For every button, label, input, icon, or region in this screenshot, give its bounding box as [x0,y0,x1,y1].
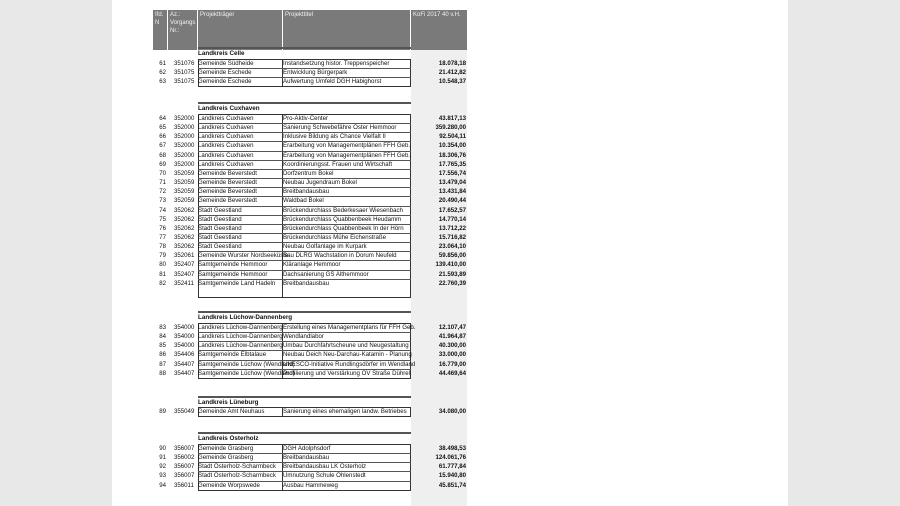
table-row [153,369,469,378]
vorgang-nr: 356007 [174,445,195,452]
row-number: 91 [159,454,166,462]
row-number: 76 [159,224,166,232]
table-row [153,215,469,224]
row-number: 75 [159,215,166,223]
projekttraeger: Samtgemeinde Land Hadeln [198,279,276,287]
projekttitel: Neubau Deich Neu-Darchau-Katamin - Planung [283,351,412,359]
table-row [153,462,469,471]
vorgang-nr: 352062 [174,206,195,214]
vorgang-nr: 354407 [174,369,195,377]
kofi-amount: 20.490,44 [438,197,466,205]
kofi-amount: 12.107,47 [438,324,466,331]
projekttraeger: Gemeinde Grasberg [198,445,254,452]
kofi-amount: 13.479,04 [438,179,466,187]
row-number: 63 [159,78,166,86]
row-number: 68 [159,151,166,159]
vorgang-nr: 356007 [174,472,195,480]
row-number: 71 [159,179,166,187]
row-number: 65 [159,124,166,132]
projekttitel: Aufwertung Umfeld DGH Habighorst [283,78,382,86]
row-number: 69 [159,160,166,168]
projekttitel: Breitbandausbau [283,454,330,462]
projekttraeger: Samtgemeinde Lüchow (Wendland) [198,369,295,377]
table-row [153,132,469,141]
header-traeger: Projektträger [198,10,282,50]
projekttitel: Breitbandausbau [283,188,330,196]
projekttraeger: Landkreis Cuxhaven [198,142,254,150]
projekttitel: Neubau Jugendraum Bokel [283,179,357,187]
row-number: 67 [159,142,166,150]
table-row [153,360,469,369]
table-row [153,332,469,341]
kofi-amount: 41.964,87 [438,333,466,341]
projekttraeger: Landkreis Lüchow-Dannenberg [198,324,283,331]
projekttraeger: Gemeinde Amt Neuhaus [198,408,265,415]
projekttraeger: Gemeinde Beverstedt [198,188,257,196]
section-title: Landkreis Osterholz [198,435,259,442]
vorgang-nr: 356007 [174,463,195,471]
vorgang-nr: 354406 [174,351,195,359]
vorgang-nr: 352062 [174,243,195,251]
table-row [153,453,469,462]
row-number: 89 [159,408,166,415]
vorgang-nr: 352000 [174,160,195,168]
row-number: 62 [159,69,166,77]
table-row [153,350,469,359]
row-number: 85 [159,342,166,350]
kofi-amount: 10.354,00 [438,142,466,150]
projekttraeger: Samtgemeinde Lüchow (Wendland) [198,360,295,368]
row-number: 82 [159,279,166,287]
projekttraeger: Gemeinde Südheide [198,60,254,67]
projekttitel: Instandsetzung histor. Treppenspeicher [283,60,390,67]
vorgang-nr: 352062 [174,215,195,223]
kofi-amount: 14.770,14 [438,215,466,223]
document-page [112,0,788,506]
projekttitel: Waldbad Bokel [283,197,324,205]
projekttitel: Ausbau Hammeweg [283,481,338,489]
section-title: Landkreis Celle [198,50,245,57]
projekttraeger: Samtgemeinde Hemmoor [198,261,268,269]
row-number: 73 [159,197,166,205]
row-number: 92 [159,463,166,471]
projekttraeger: Stadt Geestland [198,243,242,251]
kofi-amount: 45.851,74 [438,481,466,489]
table-row [153,260,469,269]
vorgang-nr: 351075 [174,78,195,86]
row-number: 72 [159,188,166,196]
projekttitel: Kläranlage Hemmoor [283,261,341,269]
kofi-amount: 16.779,00 [438,360,466,368]
vorgang-nr: 352059 [174,197,195,205]
vorgang-nr: 352059 [174,188,195,196]
vorgang-nr: 352059 [174,179,195,187]
kofi-amount: 59.856,00 [438,252,466,260]
projekttitel: Umnutzung Schule Ohlenstedt [283,472,366,480]
projekttraeger: Landkreis Cuxhaven [198,124,254,132]
projekttitel: Erarbeitung von Managementplänen FFH Geb. [283,142,411,150]
projekttitel: Dachsanierung GS Althemmoor [283,270,369,278]
projekttraeger: Stadt Geestland [198,224,242,232]
vorgang-nr: 352000 [174,133,195,141]
table-row [153,242,469,251]
kofi-amount: 21.412,82 [438,69,466,77]
vorgang-nr: 351075 [174,69,195,77]
projekttitel: DGH Adolphsdorf [283,445,331,452]
projekttitel: Pro-Aktiv-Center [283,115,329,122]
kofi-amount: 17.765,35 [438,160,466,168]
table-row [153,341,469,350]
vorgang-nr: 354407 [174,360,195,368]
vorgang-nr: 352407 [174,261,195,269]
projekttitel: Brückendurchlass Quabbenbeek In der Hörn [283,224,404,232]
kofi-amount: 13.431,84 [438,188,466,196]
projekttraeger: Stadt Osterholz-Scharmbeck [198,463,276,471]
vorgang-nr: 352000 [174,115,195,122]
row-number: 70 [159,169,166,177]
table-row [153,68,469,77]
projekttraeger: Landkreis Cuxhaven [198,160,254,168]
projekttraeger: Samtgemeinde Hemmoor [198,270,268,278]
projekttitel: Neubau Golfanlage im Kurpark [283,243,367,251]
vorgang-nr: 354000 [174,333,195,341]
kofi-amount: 33.000,00 [438,351,466,359]
projekttitel: Erarbeitung von Managementplänen FFH Geb. [283,151,411,159]
table-row [153,141,469,150]
table-row [153,481,469,490]
header-az: Az.: Vorgangs Nr.: [168,10,197,50]
table-row [153,471,469,480]
row-number: 79 [159,252,166,260]
section-title: Landkreis Lüchow-Dannenberg [198,314,293,321]
row-number: 77 [159,233,166,241]
kofi-amount: 15.716,82 [438,233,466,241]
table-row [153,251,469,260]
vorgang-nr: 352059 [174,169,195,177]
projekttraeger: Gemeinde Eschede [198,69,252,77]
row-number: 74 [159,206,166,214]
kofi-amount: 92.504,11 [439,133,466,141]
projekttraeger: Landkreis Lüchow-Dannenberg [198,333,283,341]
kofi-amount: 23.064,10 [438,243,466,251]
projekttraeger: Landkreis Cuxhaven [198,151,254,159]
projekttraeger: Gemeinde Beverstedt [198,197,257,205]
table-row [153,114,469,123]
kofi-amount: 21.593,89 [438,270,466,278]
projekttitel: Breitbandausbau [283,279,330,287]
kofi-amount: 22.760,39 [438,279,466,287]
kofi-amount: 61.777,84 [438,463,466,471]
vorgang-nr: 354000 [174,342,195,350]
table-row [153,123,469,132]
table-row [153,444,469,453]
projekttraeger: Gemeinde Beverstedt [198,169,257,177]
table-row [153,187,469,196]
table-row [153,151,469,160]
row-number: 87 [159,360,166,368]
table-row [153,233,469,242]
projekttitel: Erstellung eines Managementplans für FFH Geb. [283,324,416,331]
projekttitel: Brückendurchlass Mühe Eichenstraße [283,233,386,241]
table-row [153,224,469,233]
projekttitel: Breitbandausbau LK Osterholz [283,463,366,471]
kofi-amount: 13.712,22 [438,224,466,232]
kofi-amount: 18.306,76 [438,151,466,159]
vorgang-nr: 356011 [174,481,194,489]
vorgang-nr: 355049 [174,408,195,415]
table-row [153,169,469,178]
row-number: 88 [159,369,166,377]
projekttraeger: Stadt Geestland [198,206,242,214]
projekttraeger: Landkreis Lüchow-Dannenberg [198,342,283,350]
projekttraeger: Gemeinde Worpswede [198,481,260,489]
projekttraeger: Stadt Osterholz-Scharmbeck [198,472,276,480]
row-number: 83 [159,324,166,331]
section-title: Landkreis Cuxhaven [198,105,260,112]
table-row [153,178,469,187]
row-number: 90 [159,445,166,452]
table-row [153,206,469,215]
row-number: 80 [159,261,166,269]
kofi-amount: 38.498,53 [438,445,466,452]
header-titel: Projekttitel [283,10,410,50]
vorgang-nr: 352062 [174,224,195,232]
vorgang-nr: 352407 [174,270,195,278]
header-nr: Ifd. N [153,10,167,50]
table-row [153,270,469,279]
projekttraeger: Stadt Geestland [198,233,242,241]
vorgang-nr: 354000 [174,324,195,331]
row-number: 66 [159,133,166,141]
projekttitel: Koordinierungsst. Frauen und Wirtschaft [283,160,393,168]
row-number: 93 [159,472,166,480]
header-kofi: KoFi 2017 40 v.H. [411,10,467,50]
kofi-amount: 18.078,18 [438,60,466,67]
projekttitel: Bau DLRG Wachstation in Dorum Neufeld [283,252,397,260]
table-row [153,59,469,68]
kofi-amount: 359.280,00 [435,124,466,132]
kofi-amount: 139.410,00 [435,261,466,269]
vorgang-nr: 352000 [174,142,195,150]
table-row [153,77,469,86]
vorgang-nr: 352061 [174,252,195,260]
row-number: 81 [159,270,166,278]
row-number: 84 [159,333,166,341]
projekttitel: Inklusive Bildung als Chance Vielfalt II [283,133,386,141]
projekttitel: Sanierung Schwebefähre Oster Hemmoor [283,124,397,132]
projekttitel: Umbau Durchfahrtscheune und Neugestaltung [283,342,409,350]
projekttraeger: Gemeinde Wurster Nordseeküste [198,252,289,260]
section-title: Landkreis Lüneburg [198,399,259,406]
vorgang-nr: 352062 [174,233,195,241]
table-row [153,407,469,416]
row-number: 94 [159,481,166,489]
vorgang-nr: 352000 [174,151,195,159]
table-row [153,160,469,169]
projekttraeger: Landkreis Cuxhaven [198,133,254,141]
projekttitel: Brückendurchlass Bederkesaer Wiesenbach [283,206,403,214]
projekttitel: UNESCO-Initiative Rundlingsdörfer im Wendland [283,360,416,368]
projekttraeger: Stadt Geestland [198,215,242,223]
row-number: 86 [159,351,166,359]
kofi-amount: 17.556,74 [438,169,466,177]
kofi-amount: 43.817,13 [438,115,466,122]
row-number: 61 [159,60,166,67]
kofi-amount: 17.652,57 [438,206,466,214]
kofi-amount: 40.300,00 [438,342,466,350]
table-row [153,323,469,332]
projekttraeger: Landkreis Cuxhaven [198,115,254,122]
projekttitel: Profilierung und Verstärkung OV Straße Dührel [283,369,411,377]
projekttitel: Dorfzentrum Bokel [283,169,334,177]
projekttitel: Wendlandlabor [283,333,324,341]
projekttitel: Brückendurchlass Quabbenbeek Heudamm [283,215,402,223]
table-row [153,279,469,288]
projekttitel: Sanierung eines ehemaligen landw. Betriebes [283,408,407,415]
vorgang-nr: 352000 [174,124,195,132]
kofi-amount: 124.061,76 [435,454,466,462]
kofi-amount: 10.548,37 [438,78,466,86]
kofi-amount: 34.080,00 [438,408,466,415]
vorgang-nr: 356002 [174,454,195,462]
vorgang-nr: 351076 [174,60,195,67]
projekttraeger: Gemeinde Beverstedt [198,179,257,187]
kofi-amount: 15.940,80 [438,472,466,480]
projekttitel: Entwicklung Bürgerpark [283,69,348,77]
row-number: 64 [159,115,166,122]
row-number: 78 [159,243,166,251]
table-row [153,196,469,205]
projekttraeger: Samtgemeinde Elbtalaue [198,351,267,359]
projekttraeger: Gemeinde Grasberg [198,454,254,462]
projekttraeger: Gemeinde Eschede [198,78,252,86]
kofi-amount: 44.469,64 [438,369,466,377]
vorgang-nr: 352411 [174,279,194,287]
